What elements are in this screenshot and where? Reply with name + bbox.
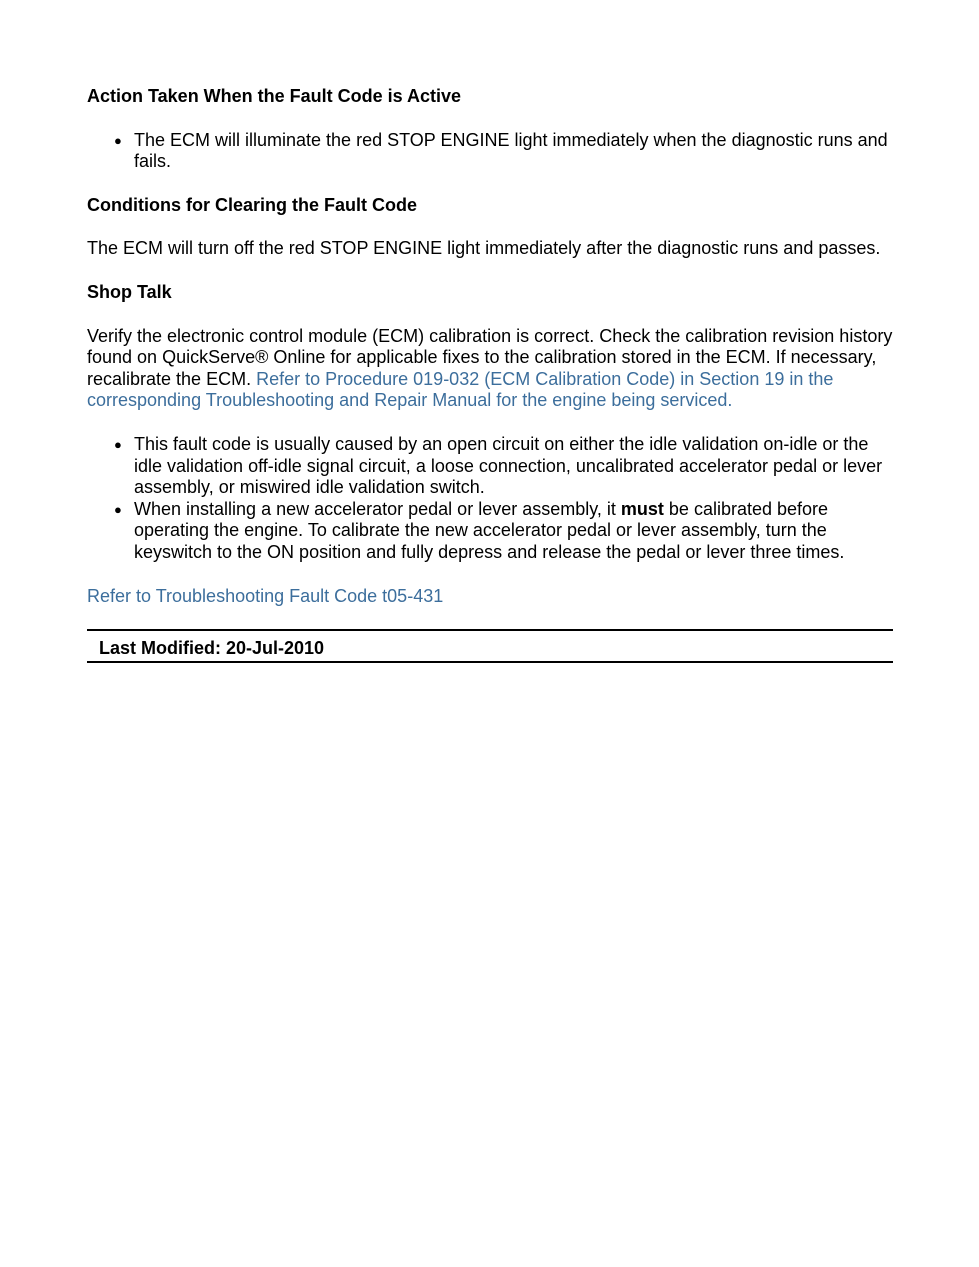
refer-link-paragraph [87, 586, 893, 608]
procedure-link[interactable]: Refer to Procedure 019-032 (ECM Calibration Code) in Section 19 in the corresponding Troubleshooting and Repair Manual for the engine being serviced. [87, 368, 834, 411]
document-page [87, 86, 893, 663]
bullet-dot-icon: ● [114, 501, 122, 517]
shop-talk-bullet-2-emphasis: must [620, 498, 664, 519]
action-heading: Action Taken When the Fault Code is Active [87, 86, 462, 106]
clearing-body: The ECM will turn off the red STOP ENGINE light immediately after the diagnostic runs and passes. [87, 238, 881, 259]
clearing-heading: Conditions for Clearing the Fault Code [87, 194, 417, 215]
shop-talk-bullet-1: This fault code is usually caused by an open circuit on either the idle validation on-idle or the idle validation off-idle signal circuit, a loose connection, uncalibrated accelerator pedal or lever assembly, or miswired idle validation switch. [134, 433, 883, 498]
shop-talk-bullet-2-after: be calibrated before operating the engine. To calibrate the new accelerator pedal or lever assembly, turn the keyswitch to the ON position and fully depress and release the pedal or lever three times. [134, 498, 845, 562]
shop-talk-heading: Shop Talk [87, 281, 172, 302]
shop-talk-bullet-list [87, 434, 893, 564]
action-bullet-text: The ECM will illuminate the red STOP ENGINE light immediately when the diagnostic runs and fails. [134, 129, 888, 172]
last-modified-text: Last Modified: 20-Jul-2010 [99, 638, 325, 659]
action-bullet-list [87, 130, 893, 173]
list-item [114, 498, 893, 564]
fault-code-link[interactable]: Refer to Troubleshooting Fault Code t05-431 [87, 585, 444, 606]
shop-talk-body [87, 326, 893, 412]
shop-talk-bullet-2-before: When installing a new accelerator pedal or lever assembly, it [134, 498, 621, 519]
bullet-dot-icon: ● [114, 132, 122, 148]
bullet-dot-icon: ● [114, 436, 122, 452]
last-modified-bar [87, 629, 893, 663]
list-item [114, 129, 893, 173]
list-item [114, 433, 893, 499]
shop-talk-text: Verify the electronic control module (ECM) calibration is correct. Check the calibration revision history found on QuickServe® Online for applicable fixes to the calibration stored in the ECM. If necessary, recalibrate the ECM. [87, 325, 893, 389]
